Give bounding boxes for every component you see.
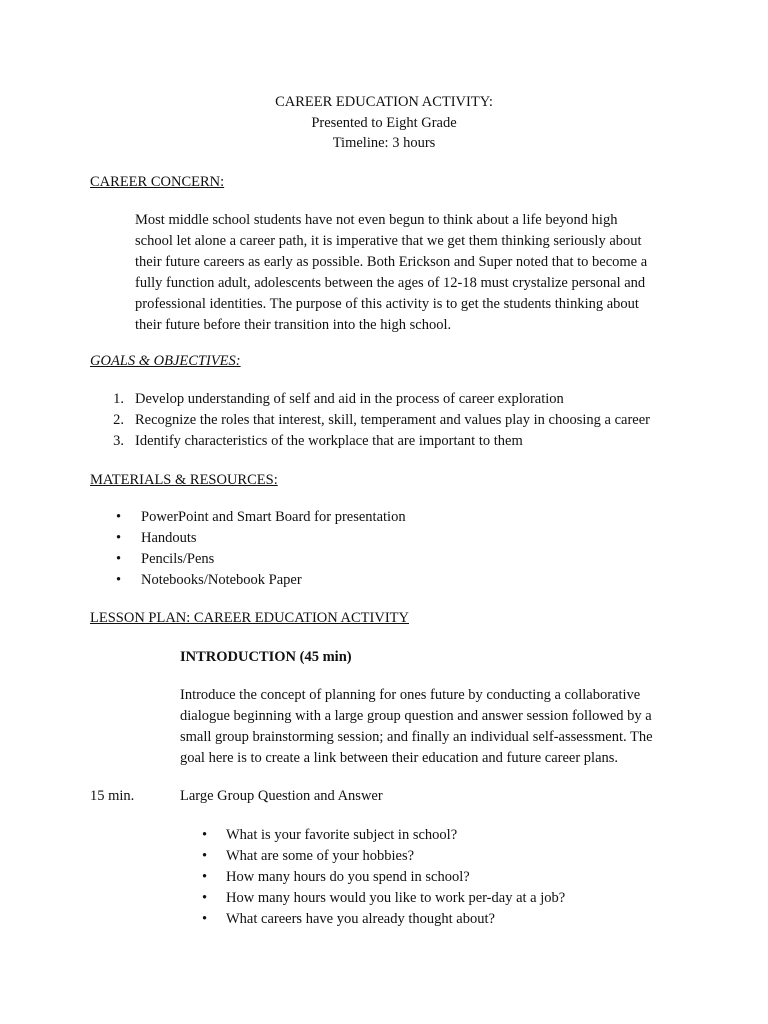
item-text: What careers have you already thought about?: [226, 911, 495, 927]
paragraph-line: small group brainstorming session; and finally an individual self-assessment. The: [180, 729, 653, 745]
item-text: Identify characteristics of the workplace that are important to them: [135, 433, 523, 449]
goals-list: [112, 389, 712, 452]
introduction-paragraph: [180, 685, 680, 769]
paragraph-line: goal here is to create a link between their education and future career plans.: [180, 750, 619, 766]
item-text: Handouts: [141, 530, 197, 546]
questions-list: [202, 825, 662, 930]
bullet-icon: •: [116, 530, 122, 546]
career-concern-paragraph: [135, 210, 680, 336]
bullet-icon: •: [116, 572, 122, 588]
materials-list: [116, 507, 516, 591]
item-number: 2.: [113, 412, 124, 428]
item-text: What is your favorite subject in school?: [226, 827, 458, 843]
paragraph-line: Most middle school students have not even begun to think about a life beyond high: [135, 212, 618, 228]
paragraph-line: school let alone a career path, it is imperative that we get them thinking seriously about: [135, 233, 642, 249]
bullet-icon: •: [202, 827, 208, 843]
document-title: CAREER EDUCATION ACTIVITY:: [275, 94, 493, 110]
item-text: Notebooks/Notebook Paper: [141, 572, 302, 588]
item-text: How many hours do you spend in school?: [226, 869, 470, 885]
career-concern-heading: CAREER CONCERN:: [90, 174, 225, 190]
item-number: 1.: [113, 391, 124, 407]
item-text: PowerPoint and Smart Board for presentation: [141, 509, 406, 525]
introduction-heading: INTRODUCTION (45 min): [180, 649, 352, 665]
paragraph-line: Introduce the concept of planning for ones future by conducting a collaborative: [180, 687, 641, 703]
bullet-icon: •: [202, 869, 208, 885]
bullet-icon: •: [202, 911, 208, 927]
item-text: What are some of your hobbies?: [226, 848, 415, 864]
paragraph-line: dialogue beginning with a large group question and answer session followed by a: [180, 708, 652, 724]
document-subtitle: Presented to Eight Grade: [311, 115, 457, 131]
paragraph-line: their future careers as early as possible. Both Erickson and Super noted that to become a: [135, 254, 648, 270]
item-text: Recognize the roles that interest, skill, temperament and values play in choosing a career: [135, 412, 650, 428]
bullet-icon: •: [202, 848, 208, 864]
item-text: How many hours would you like to work per-day at a job?: [226, 890, 566, 906]
bullet-icon: •: [202, 890, 208, 906]
bullet-icon: •: [116, 551, 122, 567]
paragraph-line: professional identities. The purpose of this activity is to get the students thinking about: [135, 296, 639, 312]
item-text: Pencils/Pens: [141, 551, 215, 567]
item-number: 3.: [113, 433, 124, 449]
lesson-plan-heading: LESSON PLAN: CAREER EDUCATION ACTIVITY: [90, 610, 409, 626]
paragraph-line: fully function adult, adolescents between the ages of 12-18 must crystalize personal and: [135, 275, 646, 291]
goals-heading: GOALS & OBJECTIVES:: [90, 353, 241, 369]
bullet-icon: •: [116, 509, 122, 525]
paragraph-line: their future before their transition into the high school.: [135, 317, 452, 333]
item-text: Develop understanding of self and aid in the process of career exploration: [135, 391, 564, 407]
document-timeline: Timeline: 3 hours: [332, 135, 436, 151]
segment-title: Large Group Question and Answer: [180, 788, 383, 804]
segment-time: 15 min.: [90, 788, 135, 804]
materials-heading: MATERIALS & RESOURCES:: [90, 472, 278, 488]
